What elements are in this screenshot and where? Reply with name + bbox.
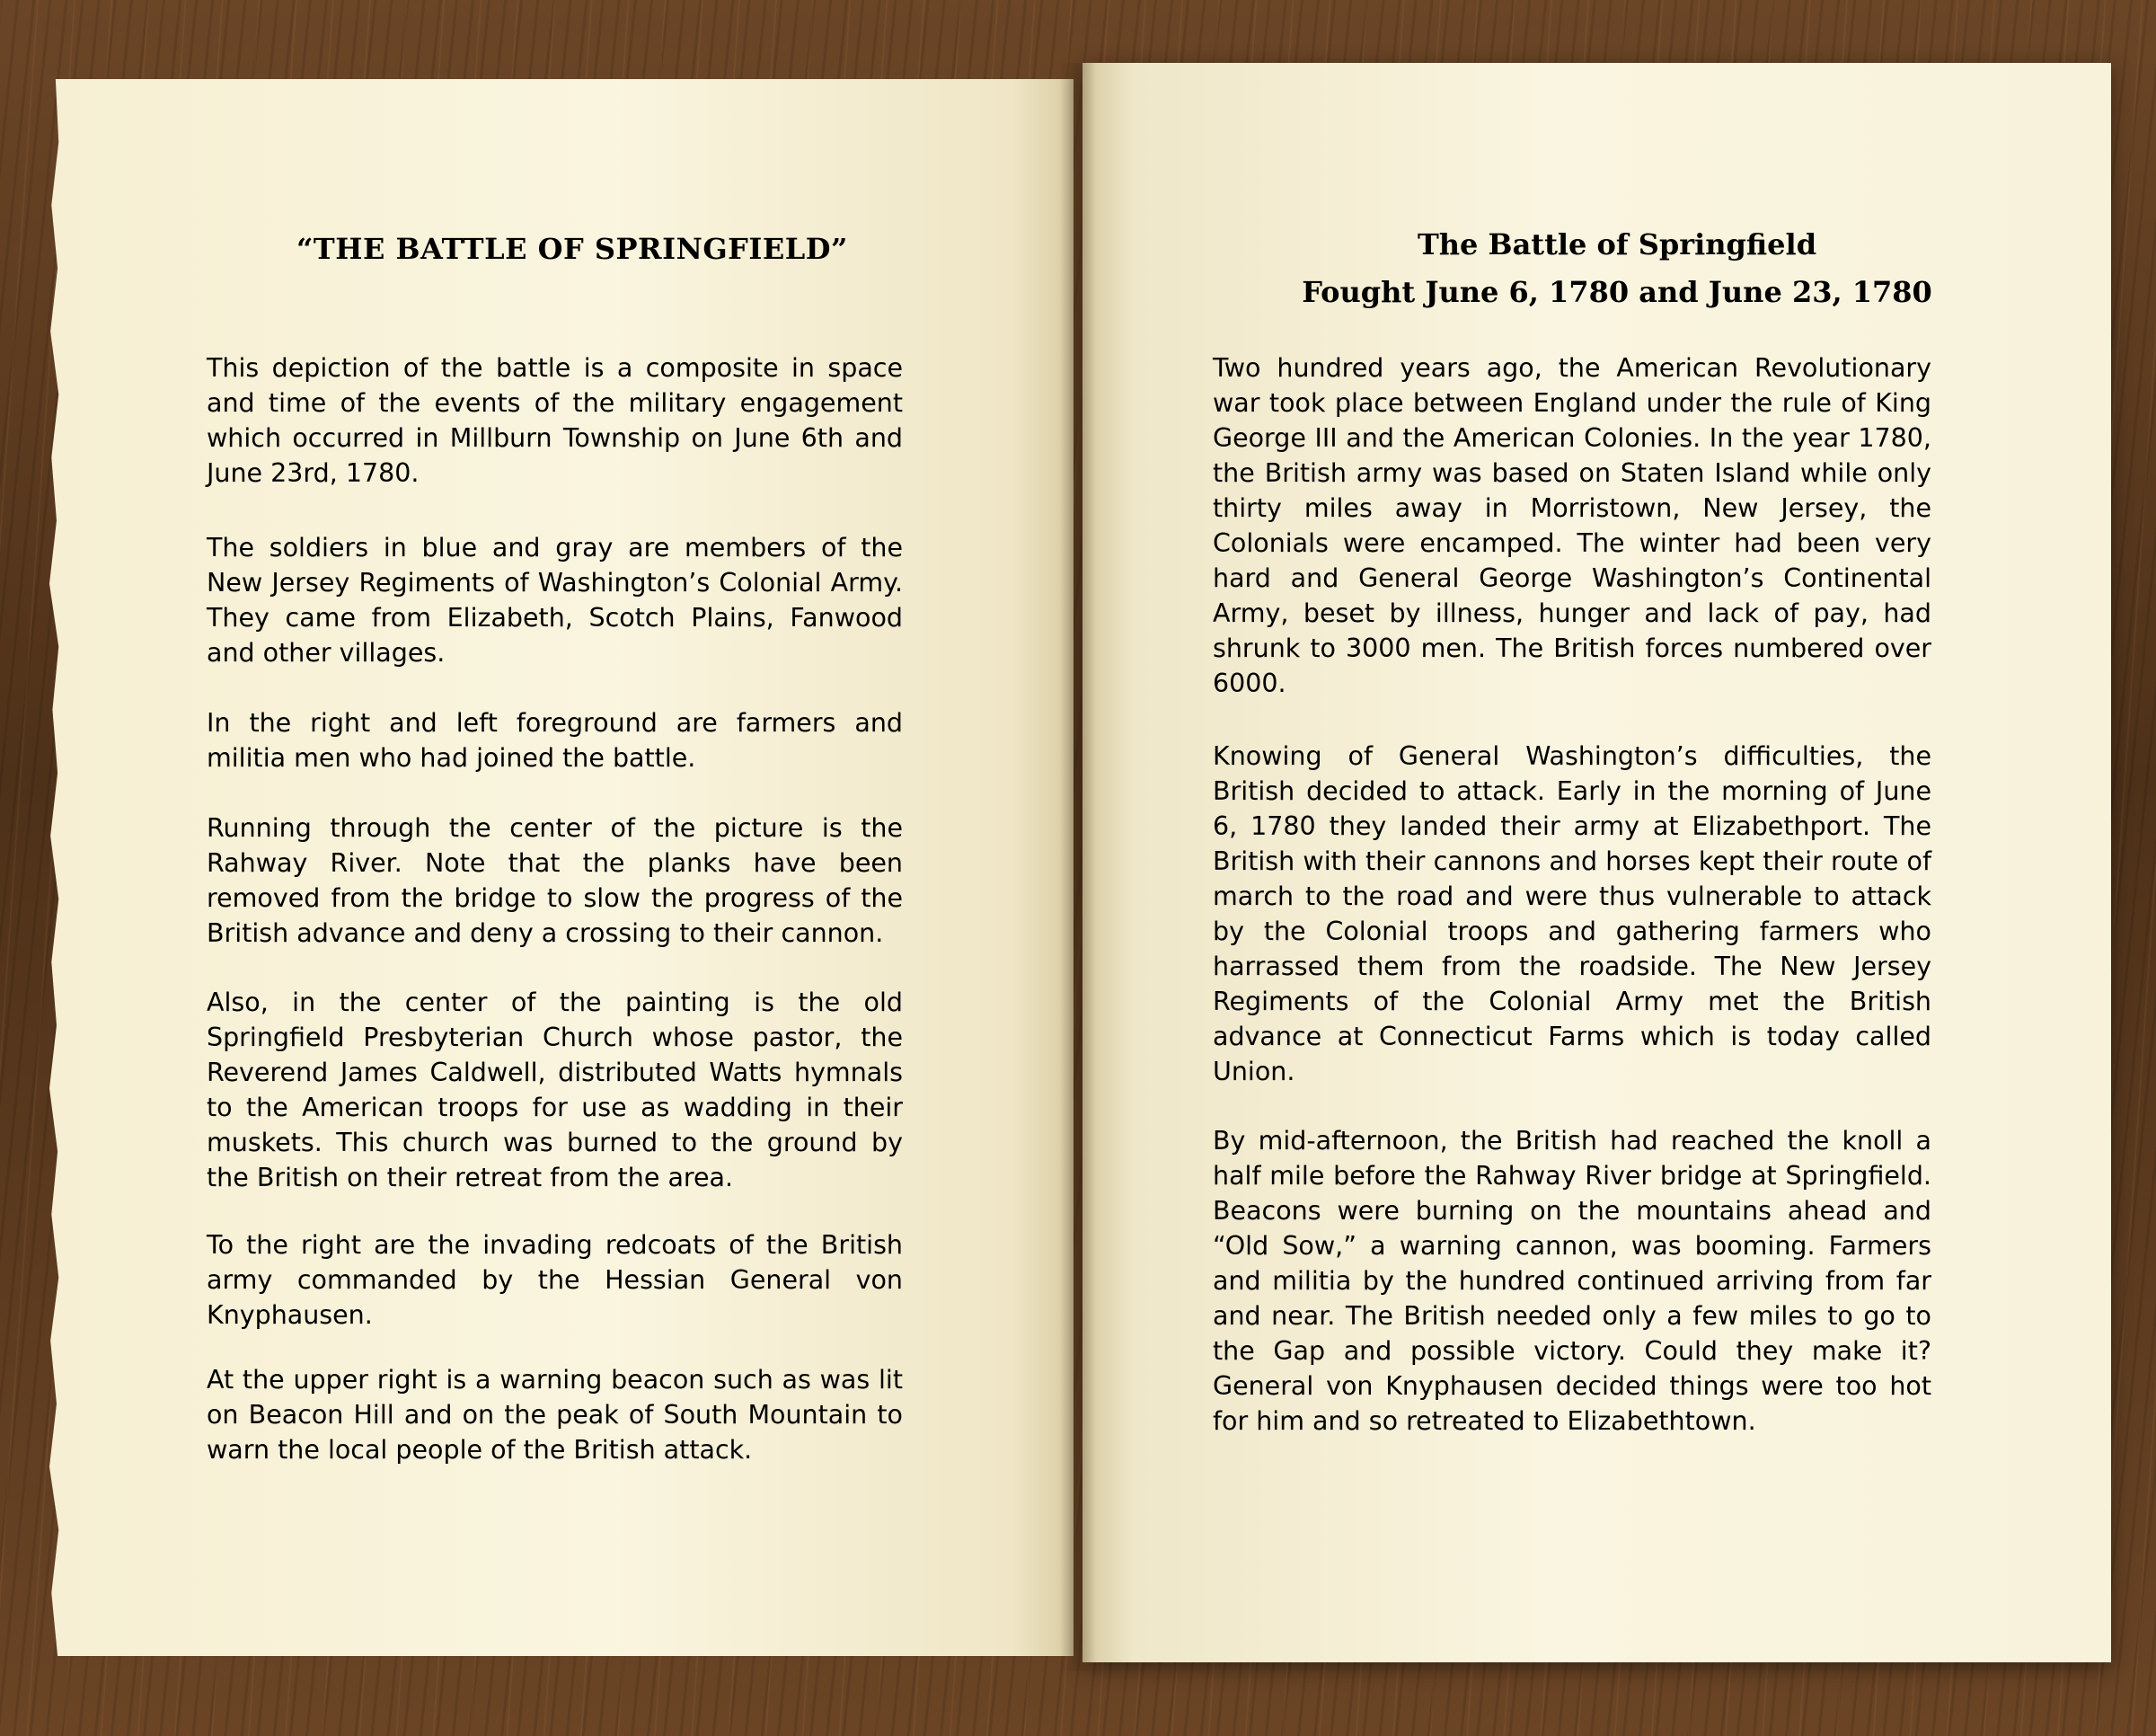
- left-paragraph-7: At the upper right is a warning beacon such as was lit on Beacon Hill and on the peak of South Mountain to warn the local people of the British attack.: [207, 1365, 903, 1465]
- left-paragraph-1: This depiction of the battle is a composite in space and time of the events of the military engagement which occurred in Millburn Township on June 6th and June 23rd, 1780.: [207, 353, 903, 488]
- left-paragraph-6: To the right are the invading redcoats of the British army commanded by the Hessian General von Knyphausen.: [207, 1230, 903, 1330]
- left-paragraph-4: Running through the center of the picture is the Rahway River. Note that the planks have been removed from the bridge to slow the progress of the British advance and deny a crossing to their cannon.: [207, 813, 903, 948]
- right-page-subtitle: Fought June 6, 1780 and June 23, 1780: [1302, 275, 1932, 309]
- right-paragraph-2: Knowing of General Washington’s difficulties, the British decided to attack. Early in the morning of June 6, 1780 they landed their army at Elizabethport. The British with their cannons and horses kept their route of march to the road and were thus vulnerable to attack by the Colonial troops and gathering farmers who harrassed them from the roadside. The New Jersey Regiments of the Colonial Army met the British advance at Connecticut Farms which is today called Union.: [1213, 741, 1931, 1086]
- book-gutter: [1060, 63, 1096, 1671]
- left-page-title: “THE BATTLE OF SPRINGFIELD”: [296, 232, 848, 266]
- left-paragraph-5: Also, in the center of the painting is the old Springfield Presbyterian Church whose pastor, the Reverend James Caldwell, distributed Watts hymnals to the American troops for use as wadding in their muskets. This church was burned to the ground by the British on their retreat from the area.: [207, 988, 903, 1192]
- left-paragraph-3: In the right and left foreground are farmers and militia men who had joined the battle.: [207, 708, 903, 773]
- left-paragraph-2: The soldiers in blue and gray are members of the New Jersey Regiments of Washington’s Colonial Army. They came from Elizabeth, Scotch Plains, Fanwood and other villages.: [207, 533, 903, 668]
- right-paragraph-3: By mid-afternoon, the British had reached the knoll a half mile before the Rahway River bridge at Springfield. Beacons were burning on the mountains ahead and “Old Sow,” a warning cannon, was booming. Farmers and militia by the hundred continued arriving from far and near. The British needed only a few miles to go to the Gap and possible victory. Could they make it? General von Knyphausen decided things were too hot for him and so retreated to Elizabethtown.: [1213, 1126, 1931, 1436]
- right-paragraph-1: Two hundred years ago, the American Revolutionary war took place between England under the rule of King George III and the American Colonies. In the year 1780, the British army was based on Staten Island while only thirty miles away in Morristown, New Jersey, the Colonials were encamped. The winter had been very hard and General George Washington’s Continental Army, beset by illness, hunger and lack of pay, had shrunk to 3000 men. The British forces numbered over 6000.: [1213, 353, 1931, 698]
- right-page-title: The Battle of Springfield: [1417, 227, 1817, 261]
